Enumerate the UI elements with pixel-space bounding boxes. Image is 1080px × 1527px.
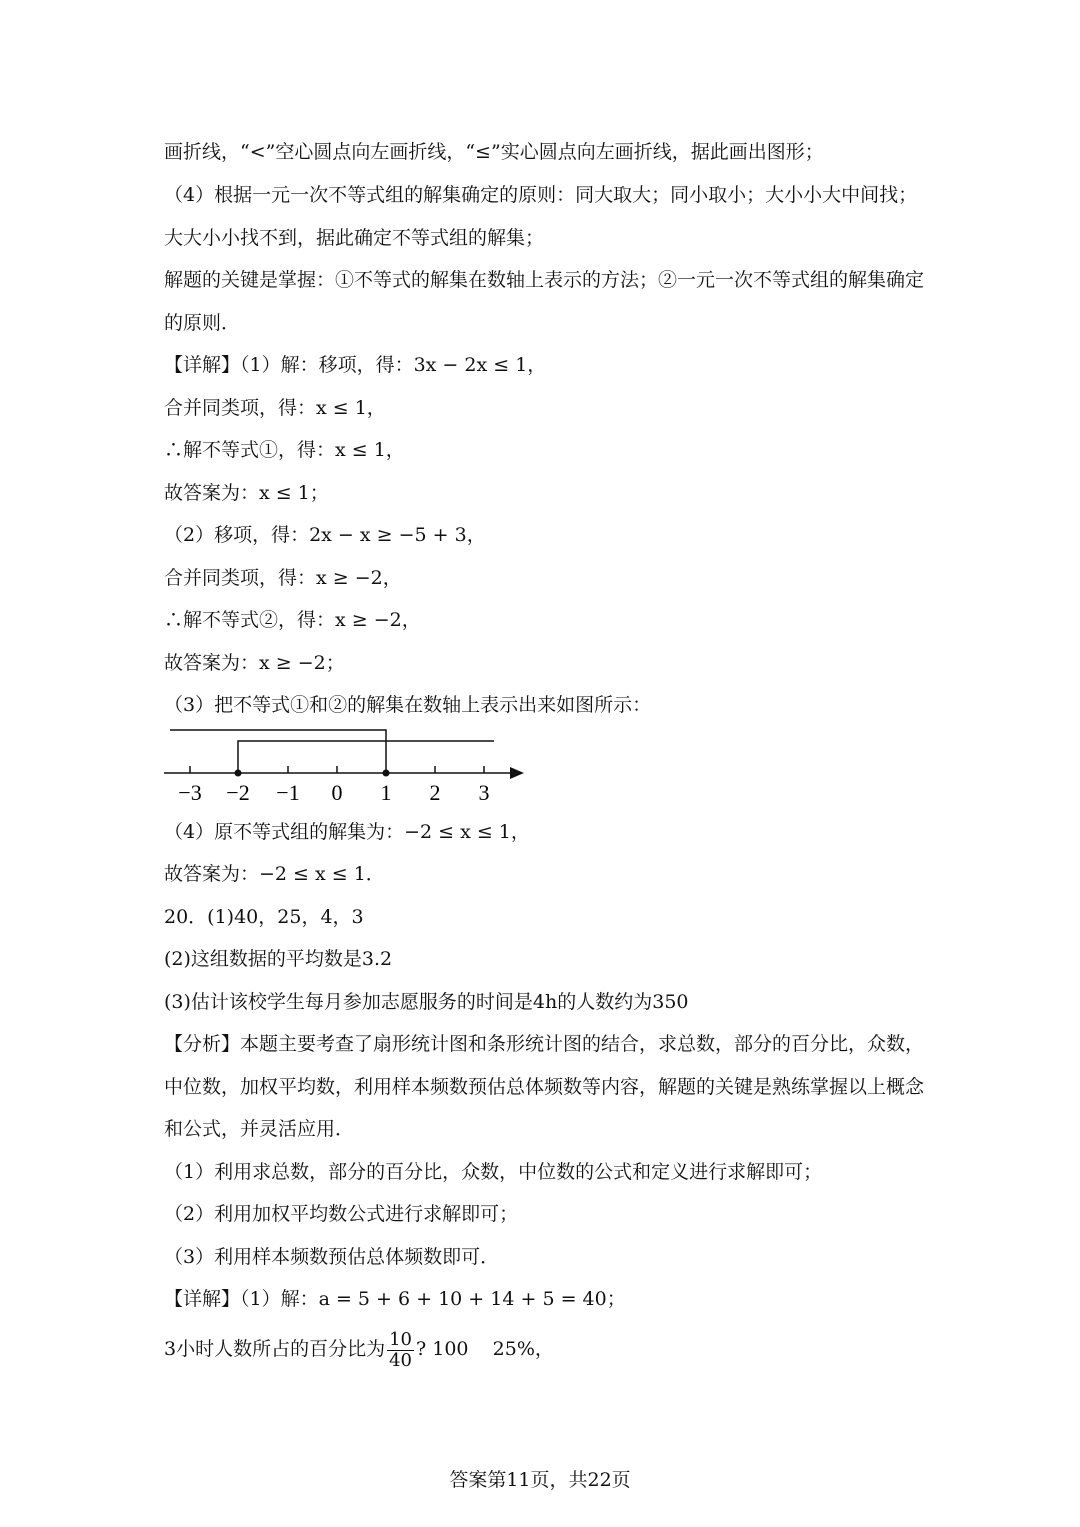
tick-label: 1 [380, 780, 392, 805]
fraction-numerator: 10 [389, 1328, 412, 1350]
text-line: (2)这组数据的平均数是3.2 [164, 948, 393, 970]
text-line: 大大小小找不到，据此确定不等式组的解集； [164, 227, 545, 249]
text-line: 故答案为：−2 ≤ x ≤ 1． [164, 863, 385, 885]
text-line: 合并同类项，得：x ≥ −2， [164, 567, 402, 589]
solid-point-1 [383, 770, 390, 777]
percentage-line [164, 1325, 930, 1373]
fraction-denominator: 40 [389, 1349, 412, 1371]
number-line-svg [160, 720, 540, 810]
page-footer: 答案第11页，共22页 [449, 1469, 631, 1491]
text-line: 故答案为：x ≤ 1； [164, 482, 329, 504]
tick-label: 2 [429, 780, 441, 805]
number-line-figure [160, 720, 540, 810]
text-line: ∴解不等式①，得：x ≤ 1， [164, 439, 405, 461]
text-line: 合并同类项，得：x ≤ 1， [164, 397, 386, 419]
text-line: 故答案为：x ≥ −2； [164, 652, 345, 674]
text-line: （2）移项，得：2x − x ≥ −5 + 3， [164, 524, 486, 546]
text-line: （3）把不等式①和②的解集在数轴上表示出来如图所示： [164, 694, 652, 716]
text-line: 和公式，并灵活应用． [164, 1118, 355, 1140]
text-line: （1）利用求总数，部分的百分比，众数，中位数的公式和定义进行求解即可； [164, 1161, 823, 1183]
percentage-suffix: ? 100 25%， [416, 1338, 554, 1360]
solution-line-x-le-1 [170, 730, 386, 773]
solution-line-x-ge-neg2 [238, 741, 494, 773]
text-line: 中位数，加权平均数，利用样本频数预估总体频数等内容，解题的关键是熟练掌握以上概念 [164, 1076, 925, 1098]
tick-label: −1 [276, 780, 300, 805]
text-line: 【详解】（1）解：a = 5 + 6 + 10 + 14 + 5 = 40； [164, 1288, 626, 1310]
fraction [387, 1330, 414, 1371]
tick-label: 3 [478, 780, 490, 805]
solid-point-neg2 [235, 770, 242, 777]
tick-label: −3 [178, 780, 202, 805]
tick-label: 0 [331, 780, 343, 805]
text-line: 【详解】（1）解：移项，得：3x − 2x ≤ 1， [164, 354, 547, 376]
text-line: （2）利用加权平均数公式进行求解即可； [164, 1203, 519, 1225]
text-line: (3)估计该校学生每月参加志愿服务的时间是4h的人数约为350 [164, 991, 689, 1013]
text-line: 的原则． [164, 312, 241, 334]
text-line: （4）根据一元一次不等式组的解集确定的原则：同大取大；同小取小；大小小大中间找； [164, 184, 918, 206]
question-number-20: 20．(1)40，25，4，3 [164, 906, 364, 928]
text-line: （4）原不等式组的解集为：−2 ≤ x ≤ 1， [164, 821, 530, 843]
text-line: （3）利用样本频数预估总体频数即可． [164, 1246, 500, 1268]
axis-arrow-icon [510, 767, 524, 779]
text-line: 【分析】本题主要考查了扇形统计图和条形统计图的结合，求总数，部分的百分比，众数， [164, 1033, 925, 1055]
text-line: 画折线，“<”空心圆点向左画折线，“≤”实心圆点向左画折线，据此画出图形； [164, 141, 824, 163]
tick-label: −2 [226, 780, 250, 805]
text-line: 解题的关键是掌握：①不等式的解集在数轴上表示的方法；②一元一次不等式组的解集确定 [164, 269, 925, 291]
text-line: ∴解不等式②，得：x ≥ −2， [164, 609, 421, 631]
percentage-prefix: 3小时人数所占的百分比为 [164, 1338, 386, 1360]
